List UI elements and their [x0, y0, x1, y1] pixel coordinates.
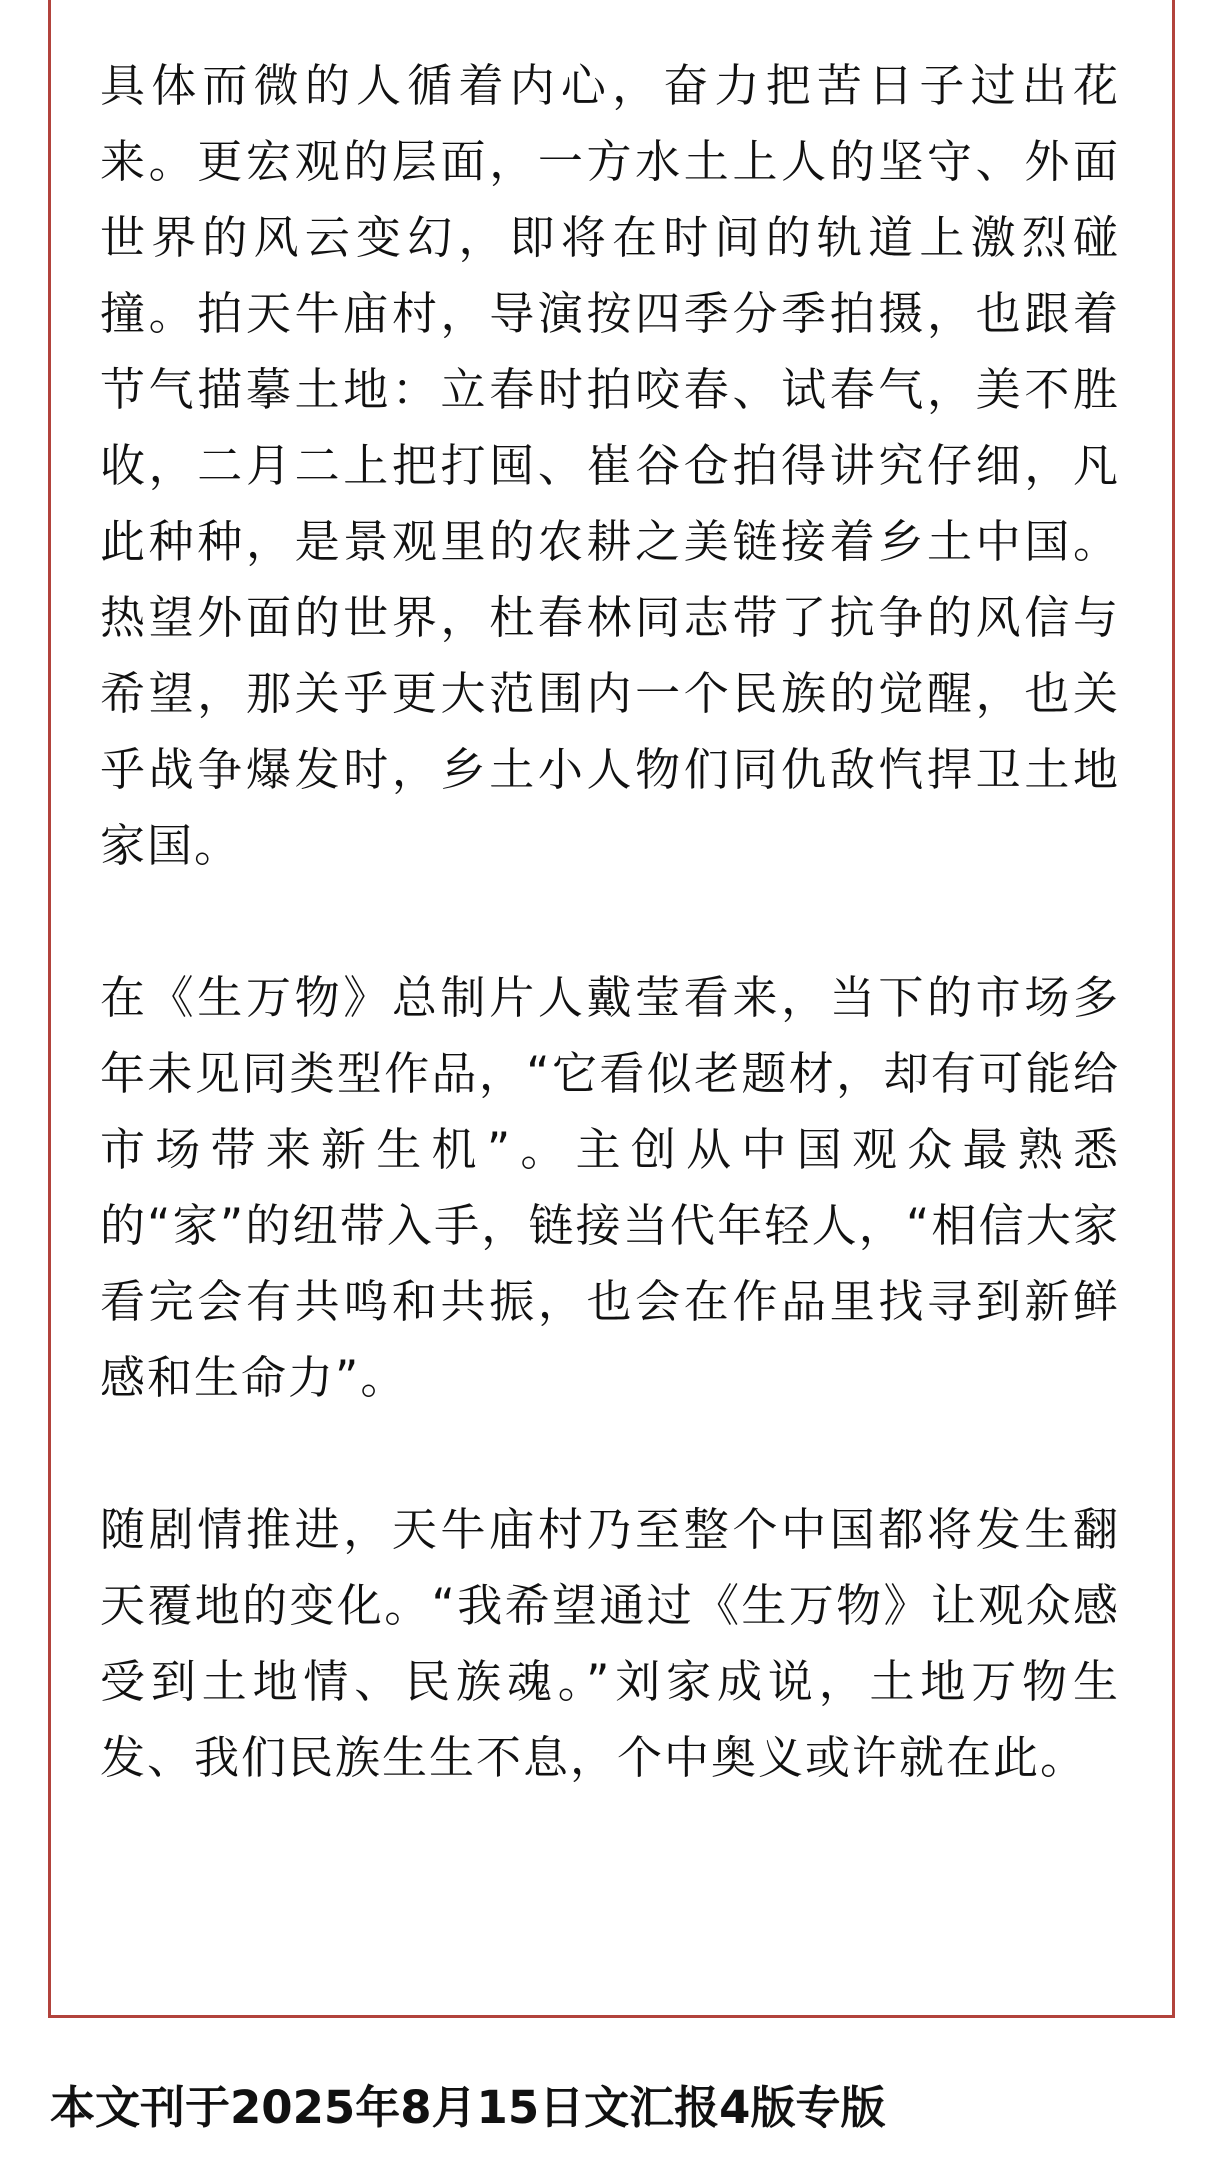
article-paragraph-1: 具体而微的人循着内心，奋力把苦日子过出花来。更宏观的层面，一方水土上人的坚守、外面世界的风云变幻，即将在时间的轨道上激烈碰撞。拍天牛庙村，导演按四季分季拍摄，也跟着节气描摹土地：立春时拍咬春、试春气，美不胜收，二月二上把打囤、崔谷仓拍得讲究仔细，凡此种种，是景观里的农耕之美链接着乡土中国。热望外面的世界，杜春林同志带了抗争的风信与希望，那关乎更大范围内一个民族的觉醒，也关乎战争爆发时，乡土小人物们同仇敌忾捍卫土地家国。	[100, 59, 1120, 872]
article-paragraph-3: 随剧情推进，天牛庙村乃至整个中国都将发生翻天覆地的变化。“我希望通过《生万物》让观众感受到土地情、民族魂。”刘家成说，土地万物生发、我们民族生生不息，个中奥义或许就在此。	[100, 1503, 1120, 1784]
publication-note: 本文刊于2025年8月15日文汇报4版专版	[50, 2081, 886, 2134]
article-body	[100, 48, 1120, 1796]
article-paragraph-2: 在《生万物》总制片人戴莹看来，当下的市场多年未见同类型作品，“它看似老题材，却有可能给市场带来新生机”。主创从中国观众最熟悉的“家”的纽带入手，链接当代年轻人，“相信大家看完会有共鸣和共振，也会在作品里找寻到新鲜感和生命力”。	[100, 971, 1120, 1404]
